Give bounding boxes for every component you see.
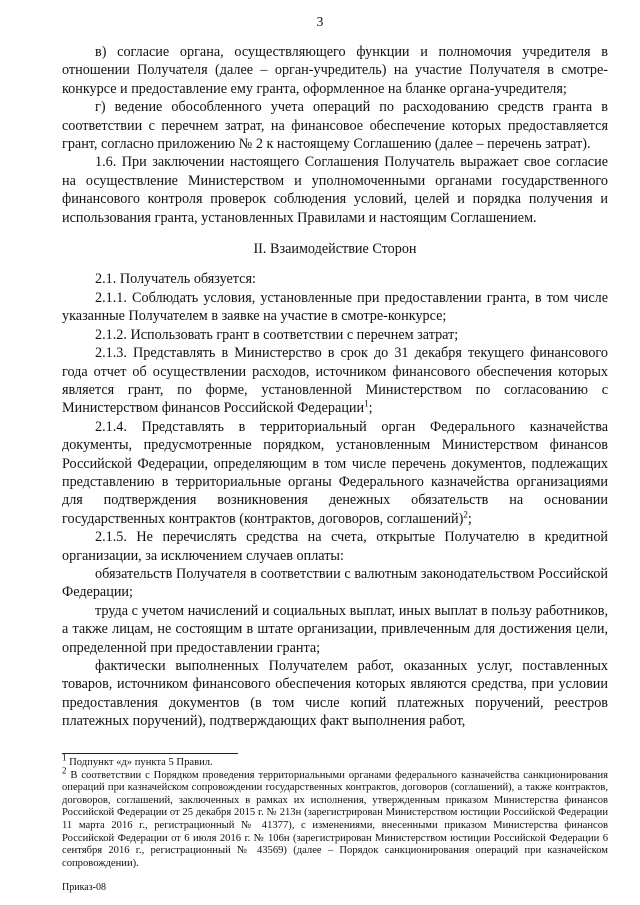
footnotes (62, 752, 608, 870)
document-body (62, 43, 608, 731)
paragraph: г) ведение обособленного учета операций по расходованию средств гранта в соответствии с перечнем затрат, на финансовое обеспечение которых предоставляется грант, согласно приложению № 2 к настоящему Соглашению (далее – перечень затрат). (62, 99, 608, 153)
footnote-ref[interactable]: 1 (364, 398, 369, 409)
paragraph-end: ; (368, 400, 373, 417)
footnote-text: Подпункт «д» пункта 5 Правил. (66, 757, 213, 768)
footnote-divider (62, 753, 238, 754)
footnote-mark: 2 (62, 765, 67, 776)
paragraph: труда с учетом начислений и социальных выплат, иных выплат в пользу работников, а также лицам, не состоящим в штате организации, привлеченным для достижения цели, определенной при предоставлении гранта; (62, 602, 608, 656)
page-footer: Приказ-08 (62, 882, 106, 893)
paragraph: обязательств Получателя в соответствии с валютным законодательством Российской Федерации; (62, 565, 608, 601)
footnote-text: В соответствии с Порядком проведения территориальными органами федерального казначейства санкционирования операций при казначейском сопровождении государственных контрактов, договоров (соглашений), а также контрактов, договоров, соглашений, заключенных в рамках их исполнения, утвержденным приказом Министерства финансов Российской Федерации от 25 декабря 2015 г. № 213н (зарегистрирован Министерством юстиции Российской Федерации 11 марта 2016 г., регистрационный № 41377), с изменениями, внесенными приказом Министерства финансов Российской Федерации от 6 июля 2016 г. № 106н (зарегистрирован Министерством юстиции Российской Федерации 6 сентября 2016 г., регистрационный № 43569) (далее – Порядок санкционирования операций при казначейском сопровождении). (62, 769, 608, 869)
page-number: 3 (316, 14, 324, 29)
paragraph: 2.1.5. Не перечислять средства на счета, открытые Получателю в кредитной организации, за исключением случаев оплаты: (62, 529, 608, 564)
paragraph: 1.6. При заключении настоящего Соглашения Получатель выражает свое согласие на осуществление Министерством и уполномоченными органами государственного финансового контроля проверок соблюдения условий, целей и порядка получения и использования гранта, установленных Правилами и настоящим Соглашением. (62, 154, 608, 226)
section-heading: II. Взаимодействие Сторон (253, 241, 417, 258)
footnote (62, 752, 608, 770)
paragraph-text: 2.1.3. Представлять в Министерство в срок до 31 декабря текущего финансового года отчет об осуществлении расходов, источником финансового обеспечения которых является грант, по форме, установленной Министерством по согласованию с Министерством финансов Российской Федерации (62, 345, 608, 417)
paragraph: 2.1. Получатель обязуется: (95, 271, 256, 288)
paragraph: фактически выполненных Получателем работ, оказанных услуг, поставленных товаров, источником финансового обеспечения которых являются средства, при условии предоставления документов (в том числе копий платежных поручений, реестров платежных поручений), подтверждающих факт выполнения работ, (62, 658, 608, 730)
footnote-ref[interactable]: 2 (463, 509, 468, 520)
paragraph (62, 344, 608, 418)
footnote (62, 765, 608, 871)
paragraph: в) согласие органа, осуществляющего функции и полномочия учредителя в отношении Получателя (далее – орган-учредитель) на участие Получателя в смотре-конкурсе и предоставление ему гранта, оформленное на бланке органа-учредителя; (62, 44, 608, 97)
paragraph: 2.1.1. Соблюдать условия, установленные при предоставлении гранта, в том числе указанные Получателем в заявке на участие в смотре-конкурсе; (62, 289, 608, 325)
paragraph-end: ; (467, 510, 472, 527)
paragraph (62, 418, 608, 528)
paragraph-text: 2.1.4. Представлять в территориальный орган Федерального казначейства документы, предусмотренные порядком, установленным Министерством финансов Российской Федерации, определяющим в том числе перечень документов, подлежащих представлению в территориальные органы Федерального казначейства организациями для подтверждения возникновения денежных обязательств на основании государственных контрактов (контрактов, договоров, соглашений) (62, 418, 608, 527)
paragraph: 2.1.2. Использовать грант в соответствии с перечнем затрат; (95, 326, 459, 343)
footnote-mark: 1 (62, 752, 67, 763)
